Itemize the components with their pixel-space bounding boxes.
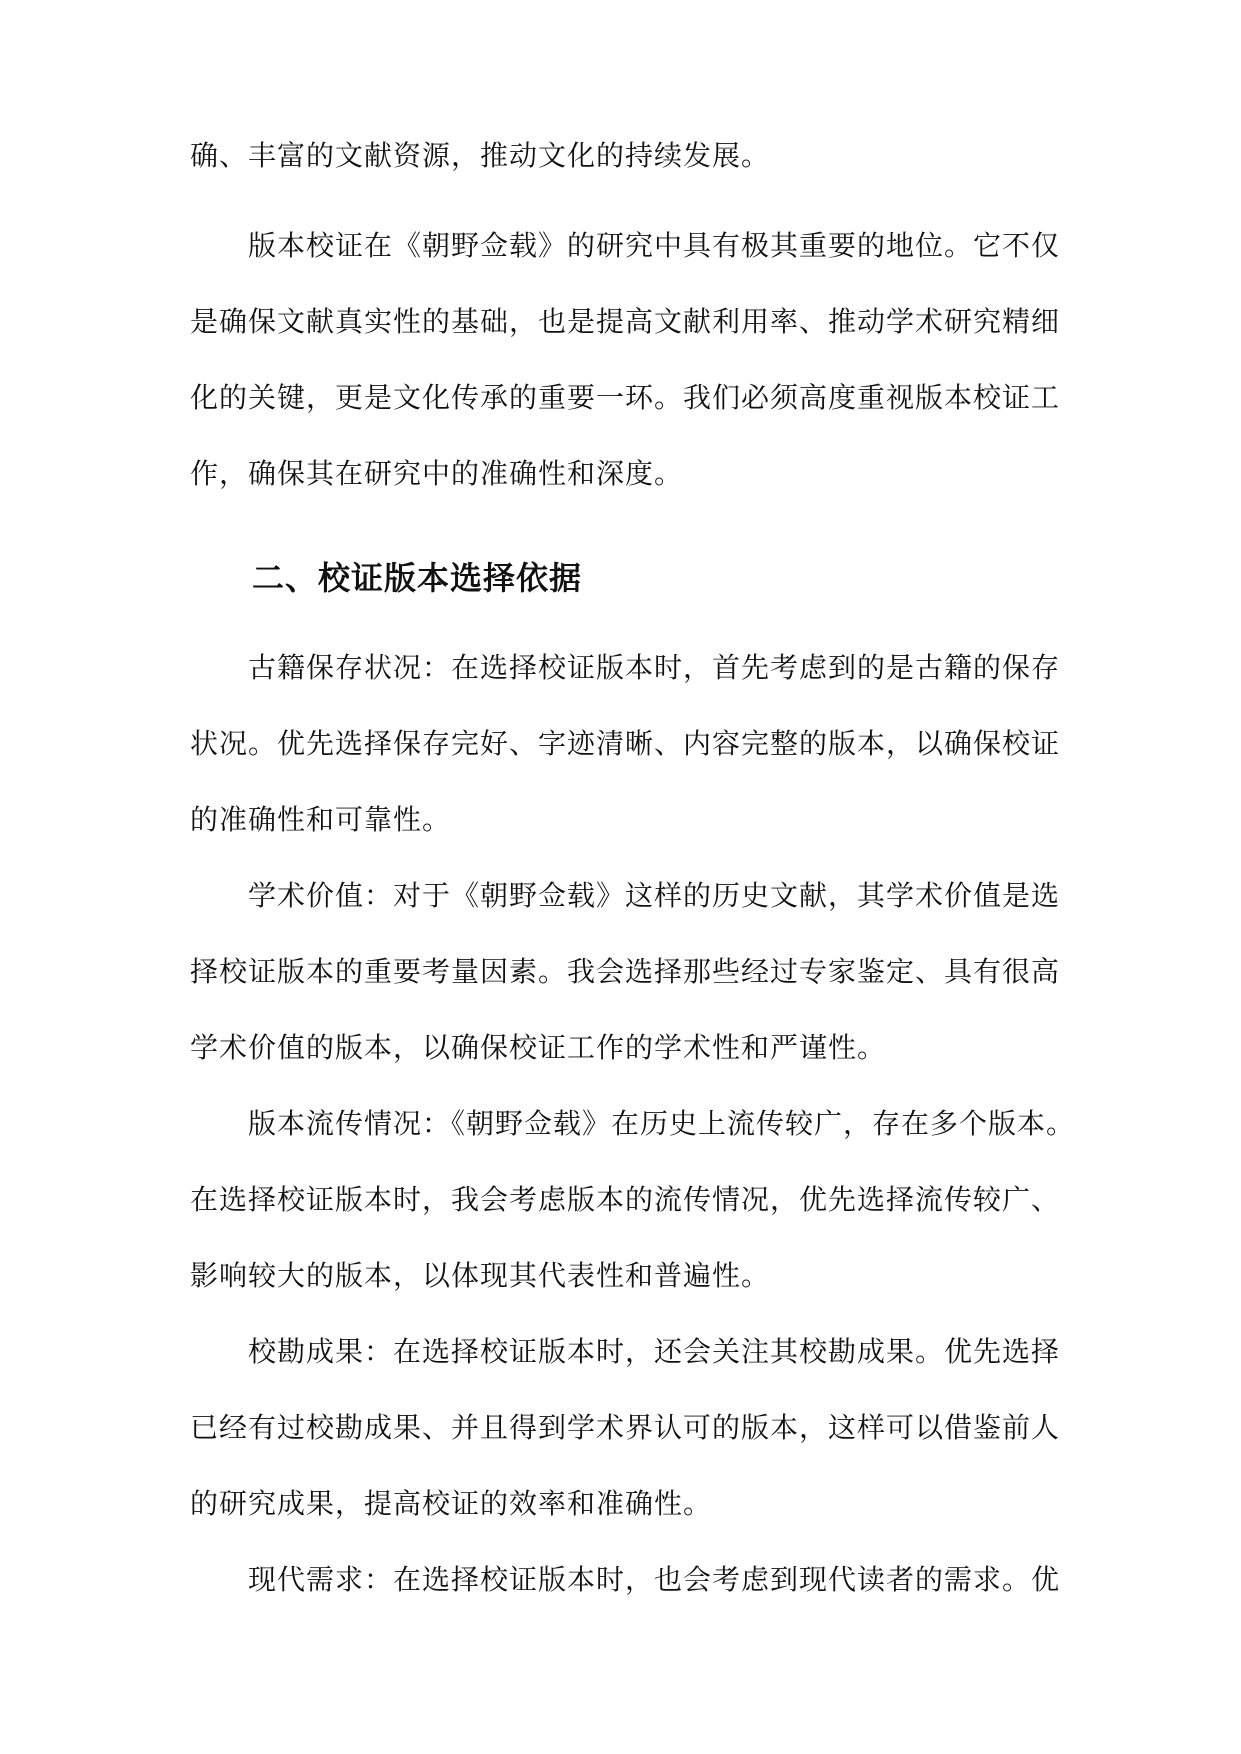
paragraph-line: 版本校证在《朝野佥载》的研究中具有极其重要的地位。它不仅: [248, 229, 1061, 262]
paragraph-line: 的准确性和可靠性。: [190, 803, 452, 836]
paragraph-line: 现代需求：在选择校证版本时，也会考虑到现代读者的需求。优: [248, 1563, 1061, 1596]
spacer: [190, 194, 1070, 208]
paragraph-line: 影响较大的版本，以体现其代表性和普遍性。: [190, 1259, 771, 1292]
paragraph-line: 版本流传情况：《朝野佥载》在历史上流传较广，存在多个版本。: [248, 1107, 1076, 1140]
paragraph-line: 学术价值：对于《朝野佥载》这样的历史文献，其学术价值是选: [248, 879, 1061, 912]
paragraph-line: 古籍保存状况：在选择校证版本时，首先考虑到的是古籍的保存: [248, 651, 1061, 684]
paragraph-line: 的研究成果，提高校证的效率和准确性。: [190, 1487, 713, 1520]
paragraph-line: 择校证版本的重要考量因素。我会选择那些经过专家鉴定、具有很高: [190, 955, 1061, 988]
paragraph-line: 在选择校证版本时，我会考虑版本的流传情况，优先选择流传较广、: [190, 1183, 1061, 1216]
paragraph-line: 校勘成果：在选择校证版本时，还会关注其校勘成果。优先选择: [248, 1335, 1061, 1368]
paragraph-line: 确、丰富的文献资源，推动文化的持续发展。: [190, 139, 771, 172]
section-body: [190, 630, 1076, 1618]
paragraph-line: 作，确保其在研究中的准确性和深度。: [190, 457, 684, 490]
paragraph-line: 化的关键，更是文化传承的重要一环。我们必须高度重视版本校证工: [190, 381, 1061, 414]
paragraph-line: 学术价值的版本，以确保校证工作的学术性和严谨性。: [190, 1031, 887, 1064]
paragraph-line: 状况。优先选择保存完好、字迹清晰、内容完整的版本，以确保校证: [190, 727, 1061, 760]
paragraph-line: 已经有过校勘成果、并且得到学术界认可的版本，这样可以借鉴前人: [190, 1411, 1061, 1444]
intro-block: [190, 118, 1070, 512]
section-heading: 二、校证版本选择依据: [252, 559, 583, 597]
paragraph-line: 是确保文献真实性的基础，也是提高文献利用率、推动学术研究精细: [190, 305, 1061, 338]
